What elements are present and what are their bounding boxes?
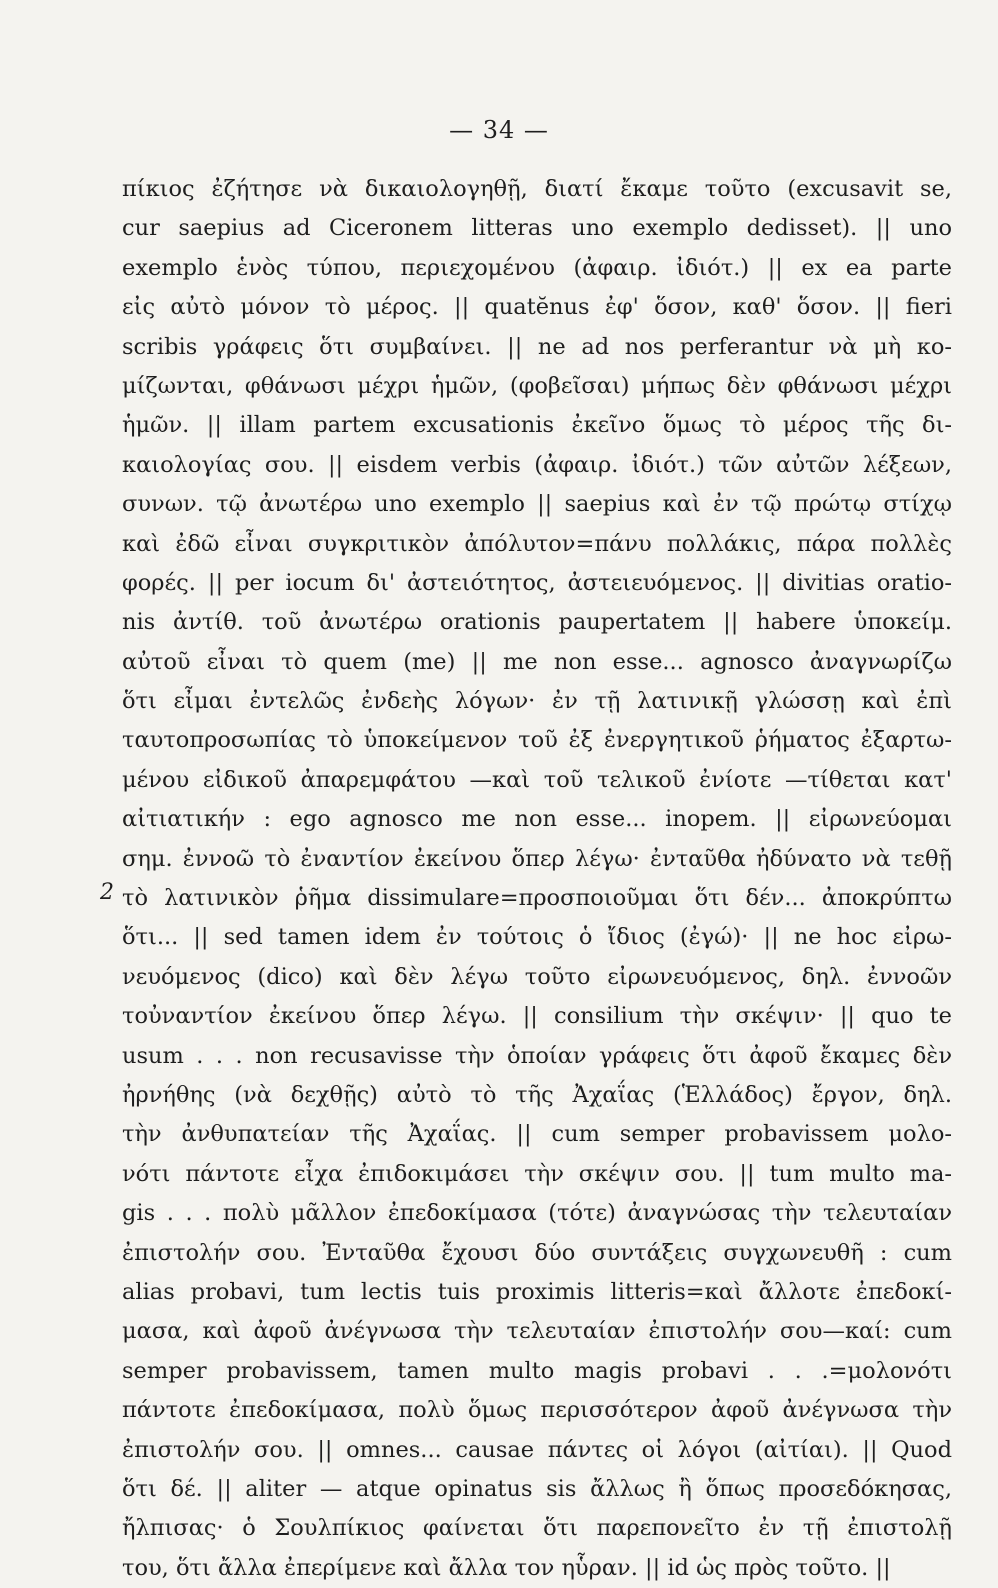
text-line: exemplo ἑνὸς τύπου, περιεχομένου (ἀφαιρ. ἰδιότ.) || ex ea parte	[122, 254, 952, 281]
text-line: ἡμῶν. || illam partem excusationis ἐκεῖνο ὅμως τὸ μέρος τῆς δι-	[122, 412, 952, 439]
body-text	[122, 170, 952, 1588]
text-line: ἐπιστολήν σου. || omnes... causae πάντες οἱ λόγοι (αἰτίαι). || Quod	[122, 1436, 952, 1463]
text-line: πίκιος ἐζήτησε νὰ δικαιολογηθῇ, διατί ἔκαμε τοῦτο (excusavit se,	[122, 176, 952, 202]
text-line: nis ἀντίθ. τοῦ ἀνωτέρω orationis paupertatem || habere ὑποκείμ.	[122, 609, 952, 636]
text-line: τὴν ἀνθυπατείαν τῆς Ἀχαΐας. || cum semper probavissem μολο-	[122, 1121, 952, 1148]
text-line: συνων. τῷ ἀνωτέρω uno exemplo || saepius καὶ ἐν τῷ πρώτῳ στίχῳ	[122, 491, 952, 518]
margin-line-number: 2	[100, 880, 114, 905]
text-line: ἠρνήθης (νὰ δεχθῇς) αὐτὸ τὸ τῆς Ἀχαΐας (Ἑλλάδος) ἔργον, δηλ.	[122, 1081, 952, 1108]
text-line: καὶ ἐδῶ εἶναι συγκριτικὸν ἀπόλυτον=πάνυ πολλάκις, πάρα πολλὲς	[122, 530, 952, 557]
text-line: gis . . . πολὺ μᾶλλον ἐπεδοκίμασα (τότε) ἀναγνώσας τὴν τελευταίαν	[122, 1200, 952, 1227]
text-line: εἰς αὐτὸ μόνον τὸ μέρος. || quatĕnus ἐφ' ὅσον, καθ' ὅσον. || fieri	[122, 294, 952, 321]
page-number: — 34 —	[449, 116, 549, 144]
text-line: μίζωνται, φθάνωσι μέχρι ἡμῶν, (φοβεῖσαι) μήπως δὲν φθάνωσι μέχρι	[122, 372, 952, 399]
text-line: ὅτι δέ. || aliter — atque opinatus sis ἄλλως ἢ ὅπως προσεδόκησας,	[122, 1475, 952, 1502]
text-line: scribis γράφεις ὅτι συμβαίνει. || ne ad nos perferantur νὰ μὴ κο-	[122, 333, 952, 360]
text-line: νευόμενος (dico) καὶ δὲν λέγω τοῦτο εἰρωνευόμενος, δηλ. ἐννοῶν	[122, 963, 952, 990]
text-line: πάντοτε ἐπεδοκίμασα, πολὺ ὅμως περισσότερον ἀφοῦ ἀνέγνωσα τὴν	[122, 1397, 952, 1424]
text-line: usum . . . non recusavisse τὴν ὁποίαν γράφεις ὅτι ἀφοῦ ἔκαμες δὲν	[122, 1042, 952, 1069]
text-line: φορές. || per iocum δι' ἀστειότητος, ἀστειευόμενος. || divitias oratio-	[122, 569, 952, 596]
text-line: του, ὅτι ἄλλα ἐπερίμενε καὶ ἄλλα τον ηὗραν. || id ὡς πρὸς τοῦτο. ||	[122, 1554, 891, 1581]
text-line: μασα, καὶ ἀφοῦ ἀνέγνωσα τὴν τελευταίαν ἐπιστολήν σου—καί: cum	[122, 1318, 952, 1345]
text-line: ἐπιστολήν σου. Ἐνταῦθα ἔχουσι δύο συντάξεις συγχωνευθῆ : cum	[122, 1239, 952, 1266]
text-line: τὸ λατινικὸν ῥῆμα dissimulare=προσποιοῦμαι ὅτι δέν... ἀποκρύπτω	[122, 885, 952, 912]
text-line: ὅτι εἶμαι ἐντελῶς ἐνδεὴς λόγων· ἐν τῇ λατινικῇ γλώσσῃ καὶ ἐπὶ	[122, 688, 952, 715]
text-line: ὅτι... || sed tamen idem ἐν τούτοις ὁ ἴδιος (ἐγώ)· || ne hoc εἰρω-	[122, 924, 952, 951]
text-line: καιολογίας σου. || eisdem verbis (ἀφαιρ. ἰδιότ.) τῶν αὐτῶν λέξεων,	[122, 451, 952, 478]
text-line: αἰτιατικήν : ego agnosco me non esse... inopem. || εἰρωνεύομαι	[122, 806, 952, 833]
text-line: τοὐναντίον ἐκείνου ὅπερ λέγω. || consilium τὴν σκέψιν· || quo te	[122, 1003, 952, 1030]
text-line: νότι πάντοτε εἶχα ἐπιδοκιμάσει τὴν σκέψιν σου. || tum multo ma-	[122, 1160, 952, 1187]
text-line: ταυτοπροσωπίας τὸ ὑποκείμενον τοῦ ἐξ ἐνεργητικοῦ ῥήματος ἐξαρτω-	[122, 727, 952, 754]
text-line: αὐτοῦ εἶναι τὸ quem (me) || me non esse... agnosco ἀναγνωρίζω	[122, 648, 952, 675]
text-line: alias probavi, tum lectis tuis proximis litteris=καὶ ἄλλοτε ἐπεδοκί-	[122, 1278, 952, 1305]
text-line: σημ. ἐννοῶ τὸ ἐναντίον ἐκείνου ὅπερ λέγω· ἐνταῦθα ἠδύνατο νὰ τεθῇ	[122, 845, 952, 872]
text-line: cur saepius ad Ciceronem litteras uno exemplo dedisset). || uno	[122, 215, 952, 242]
text-line: semper probavissem, tamen multo magis probavi . . .=μολονότι	[122, 1357, 952, 1384]
text-line: ἤλπισας· ὁ Σουλπίκιος φαίνεται ὅτι παρεπονεῖτο ἐν τῇ ἐπιστολῇ	[122, 1515, 952, 1542]
text-line: μένου εἰδικοῦ ἀπαρεμφάτου —καὶ τοῦ τελικοῦ ἐνίοτε —τίθεται κατ'	[122, 766, 952, 793]
